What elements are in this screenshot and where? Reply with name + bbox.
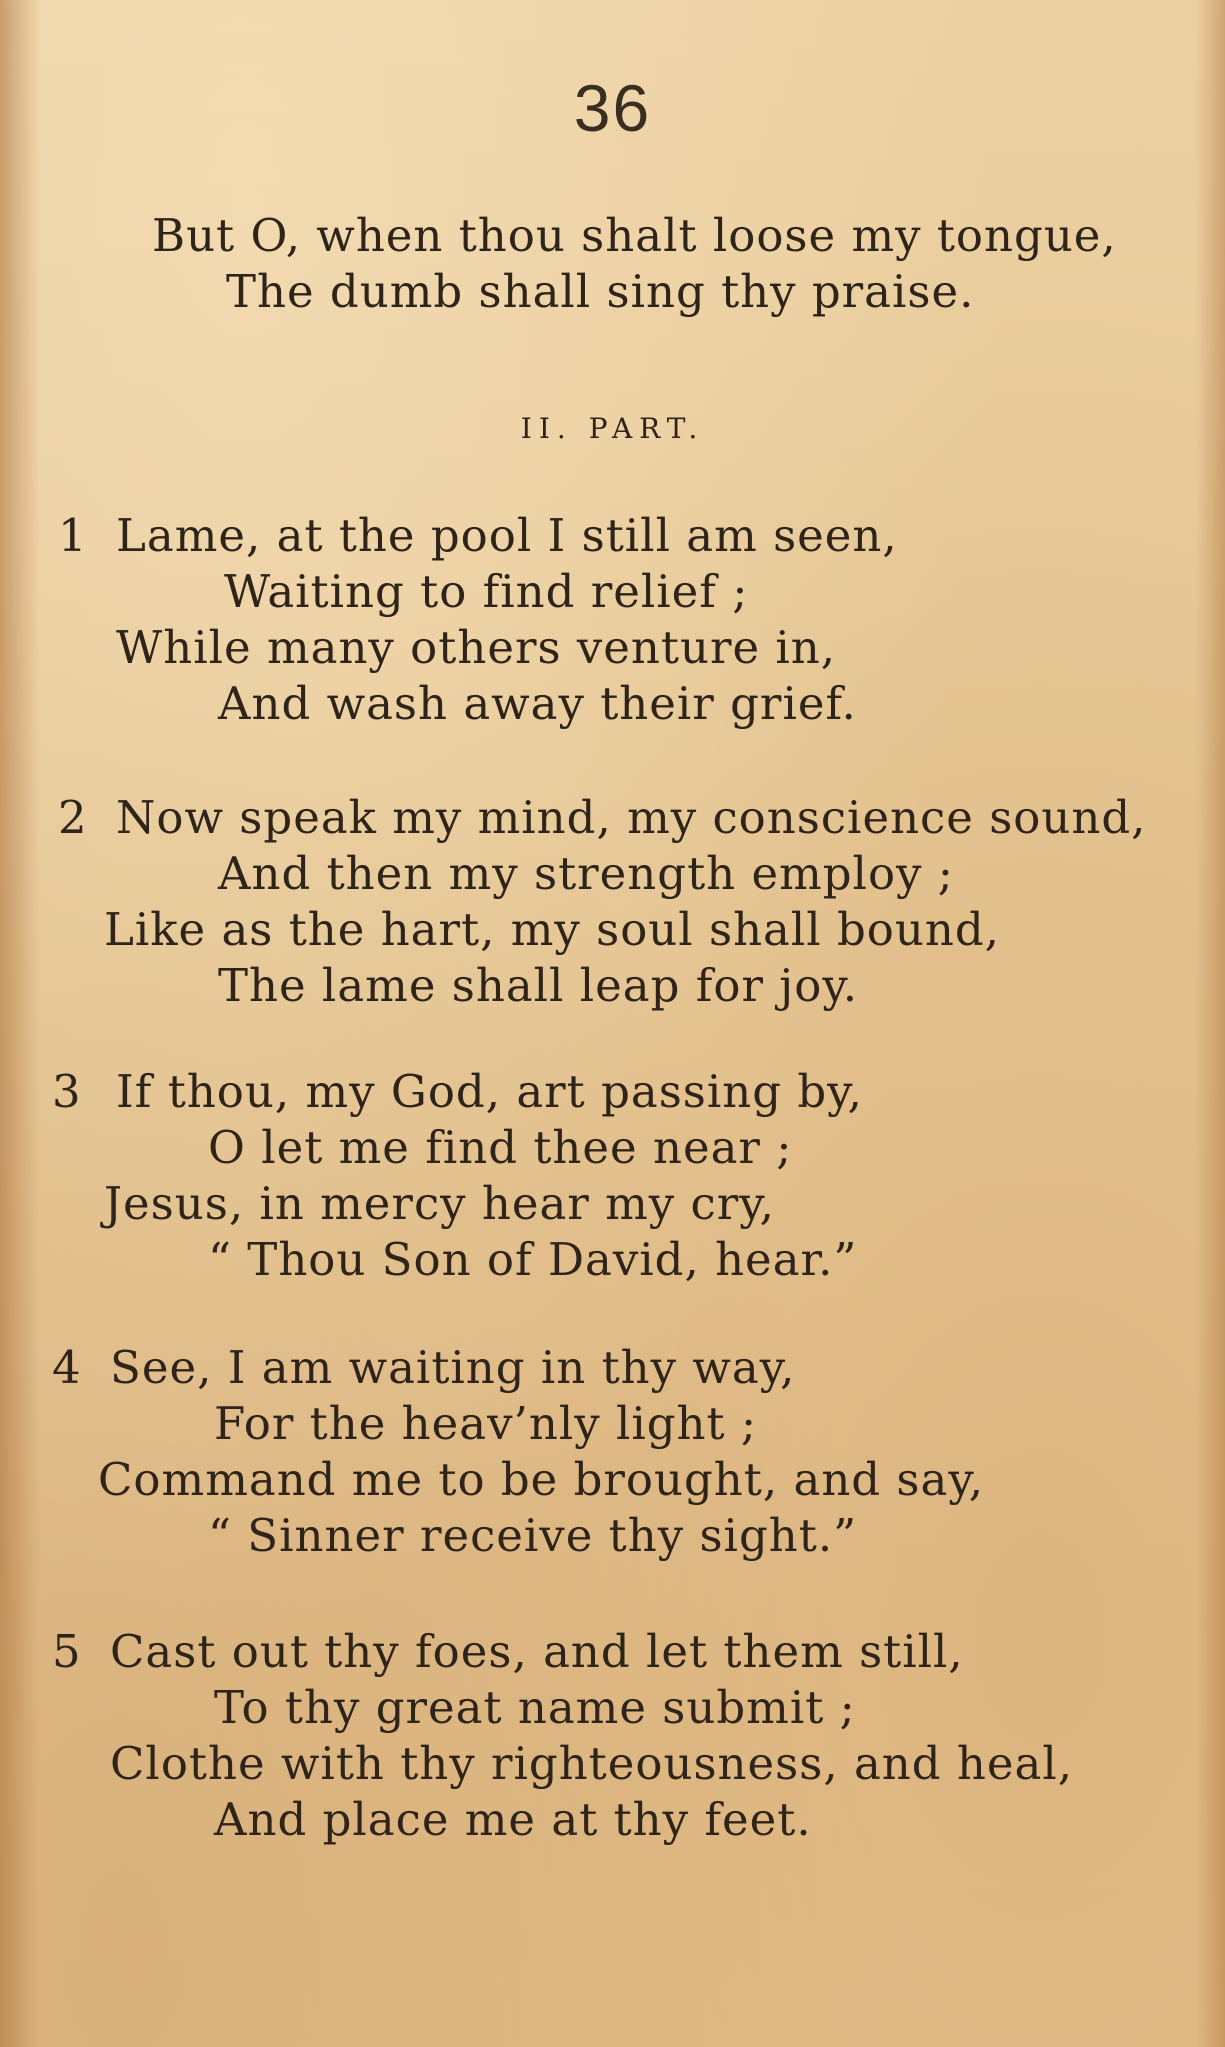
verse-number: 3 [52, 1065, 81, 1118]
verse-number: 5 [52, 1625, 81, 1678]
verse-number: 2 [58, 791, 87, 844]
page-edge-left [0, 0, 40, 2047]
verse-line: If thou, my God, art passing by, [116, 1065, 863, 1118]
verse-line: Command me to be brought, and say, [98, 1453, 985, 1506]
verse-line: Lame, at the pool I still am seen, [116, 509, 898, 562]
verse-line: And place me at thy feet. [214, 1793, 812, 1846]
verse-number: 1 [58, 509, 87, 562]
opening-line: But O, when thou shalt loose my tongue, [152, 209, 1117, 262]
part-heading: II. PART. [520, 412, 705, 445]
verse-line: Jesus, in mercy hear my cry, [104, 1177, 775, 1230]
verse-line: To thy great name submit ; [214, 1681, 856, 1734]
verse-line: “ Sinner receive thy sight.” [208, 1509, 858, 1562]
verse-line: “ Thou Son of David, hear.” [208, 1233, 858, 1286]
verse-line: And then my strength employ ; [218, 847, 954, 900]
opening-line: The dumb shall sing thy praise. [226, 265, 975, 318]
verse-line: While many others venture in, [116, 621, 837, 674]
page-number: 36 [573, 71, 652, 145]
verse-line: Cast out thy foes, and let them still, [110, 1625, 964, 1678]
verse-line: O let me find thee near ; [208, 1121, 793, 1174]
verse-line: The lame shall leap for joy. [218, 959, 859, 1012]
verse-line: See, I am waiting in thy way, [110, 1341, 796, 1394]
verse-line: Like as the hart, my soul shall bound, [104, 903, 1000, 956]
verse-line: For the heav’nly light ; [214, 1397, 758, 1450]
verse-line: And wash away their grief. [218, 677, 857, 730]
verse-line: Clothe with thy righteousness, and heal, [110, 1737, 1074, 1790]
verse-line: Now speak my mind, my conscience sound, [116, 791, 1147, 844]
verse-number: 4 [52, 1341, 81, 1394]
verse-line: Waiting to find relief ; [224, 565, 749, 618]
page-edge-right [1195, 0, 1225, 2047]
